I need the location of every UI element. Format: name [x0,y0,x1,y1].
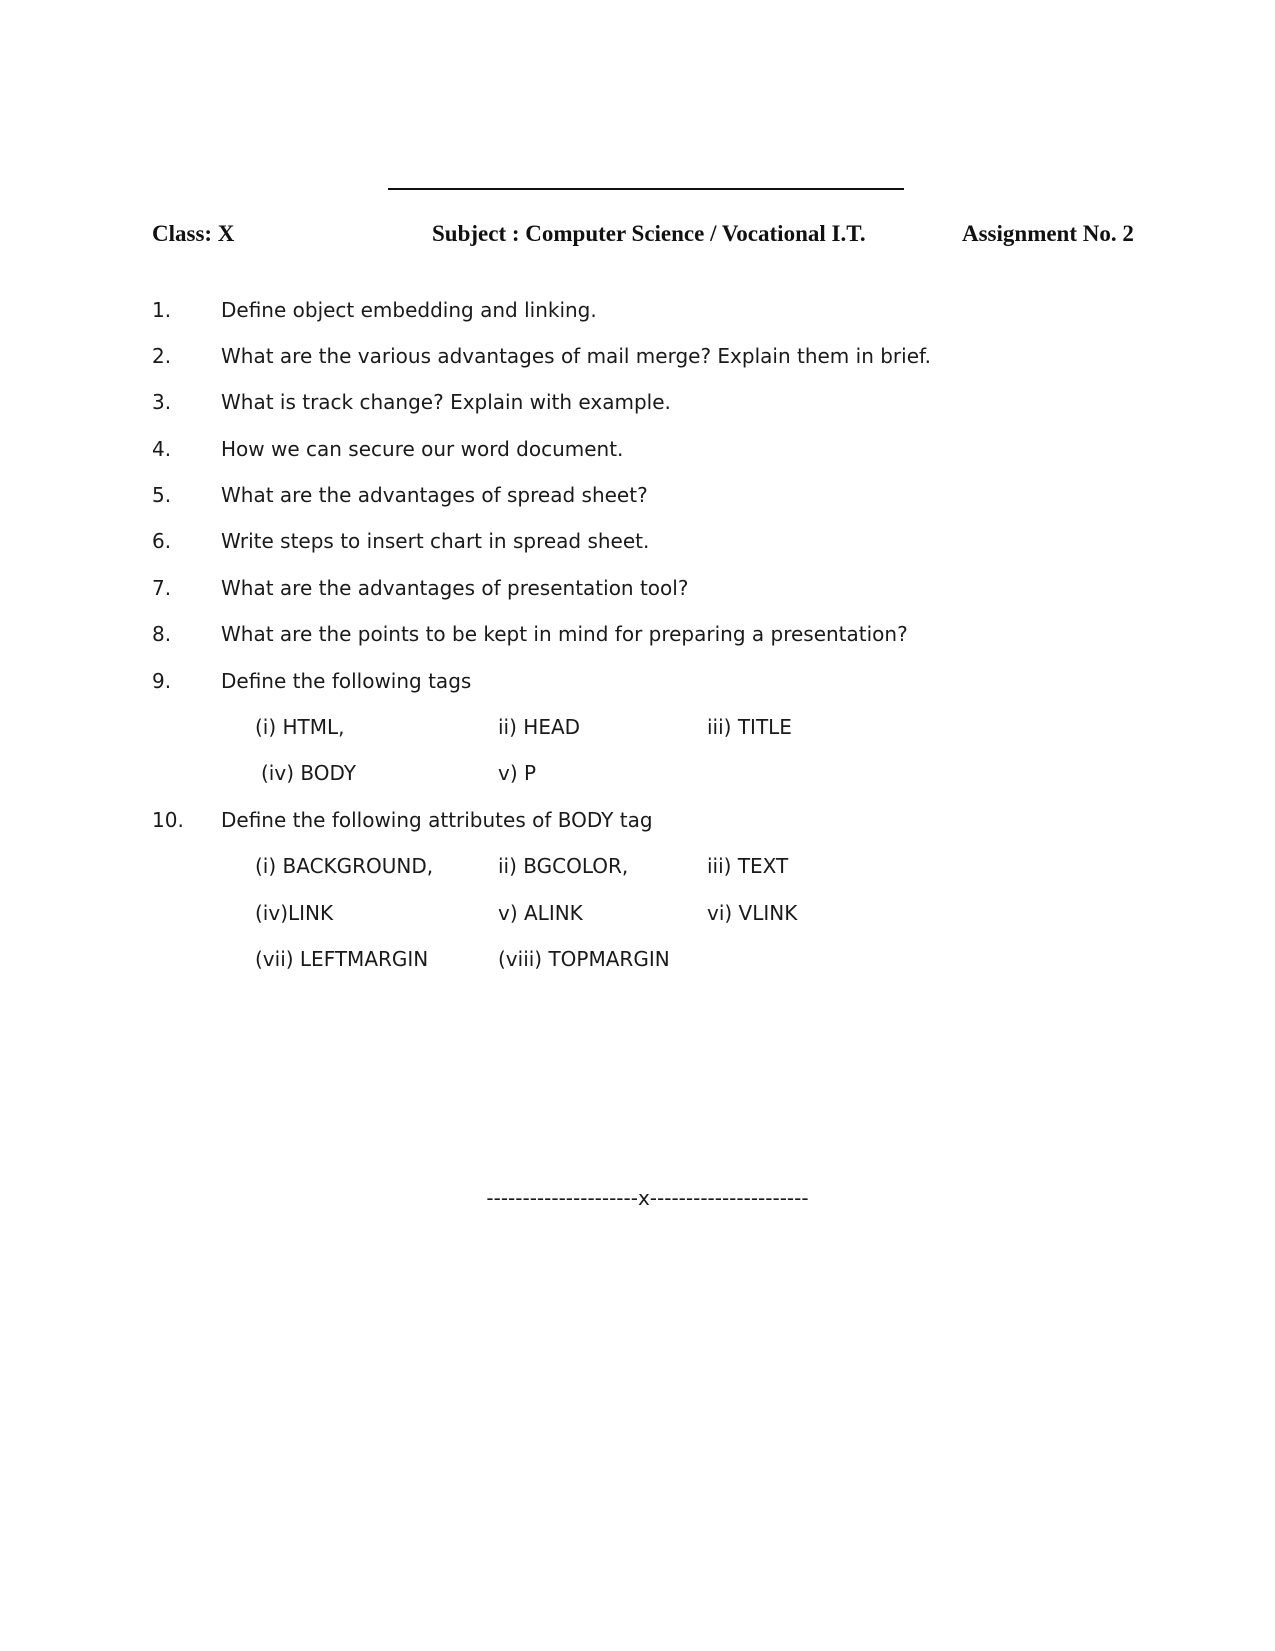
question-text: What are the advantages of presentation tool? [221,576,689,600]
question-4 [0,435,1275,463]
q10-item: v) ALINK [498,901,583,925]
question-5 [0,481,1275,509]
q9-item: (iv) BODY [261,761,356,785]
subject-label: Subject : Computer Science / Vocational I.T. [432,221,866,246]
question-6 [0,527,1275,555]
q10-item: (i) BACKGROUND, [255,854,434,878]
q10-item: (vii) LEFTMARGIN [255,947,429,971]
question-number: 5. [152,483,172,507]
question-text: What is track change? Explain with example. [221,390,671,414]
question-text: How we can secure our word document. [221,437,624,461]
question-text: What are the advantages of spread sheet? [221,483,648,507]
question-number: 7. [152,576,172,600]
question-8 [0,620,1275,648]
question-number: 4. [152,437,172,461]
q10-item: iii) TEXT [707,854,789,878]
assignment-label: Assignment No. 2 [962,221,1134,246]
q10-item: ii) BGCOLOR, [498,854,629,878]
question-10 [0,806,1275,834]
question-text: What are the points to be kept in mind for preparing a presentation? [221,622,908,646]
question-number: 3. [152,390,172,414]
q9-item: (i) HTML, [255,715,345,739]
question-text: Define object embedding and linking. [221,298,597,322]
question-number: 6. [152,529,172,553]
q9-item: iii) TITLE [707,715,792,739]
question-text: What are the various advantages of mail merge? Explain them in brief. [221,344,931,368]
question-number: 10. [152,808,184,832]
end-of-document-mark: ---------------------x---------------------- [486,1186,809,1210]
q9-item: v) P [498,761,537,785]
question-9 [0,667,1275,695]
question-number: 8. [152,622,172,646]
top-rule [388,188,904,190]
question-number: 2. [152,344,172,368]
question-7 [0,574,1275,602]
question-1 [0,296,1275,324]
q10-item: (viii) TOPMARGIN [498,947,670,971]
q10-item: (iv)LINK [255,901,334,925]
question-2 [0,342,1275,370]
q10-item: vi) VLINK [707,901,798,925]
question-number: 9. [152,669,172,693]
question-number: 1. [152,298,172,322]
q9-item: ii) HEAD [498,715,581,739]
question-text: Define the following tags [221,669,472,693]
question-3 [0,388,1275,416]
class-label: Class: X [152,221,235,246]
question-text: Write steps to insert chart in spread sheet. [221,529,650,553]
question-text: Define the following attributes of BODY tag [221,808,653,832]
